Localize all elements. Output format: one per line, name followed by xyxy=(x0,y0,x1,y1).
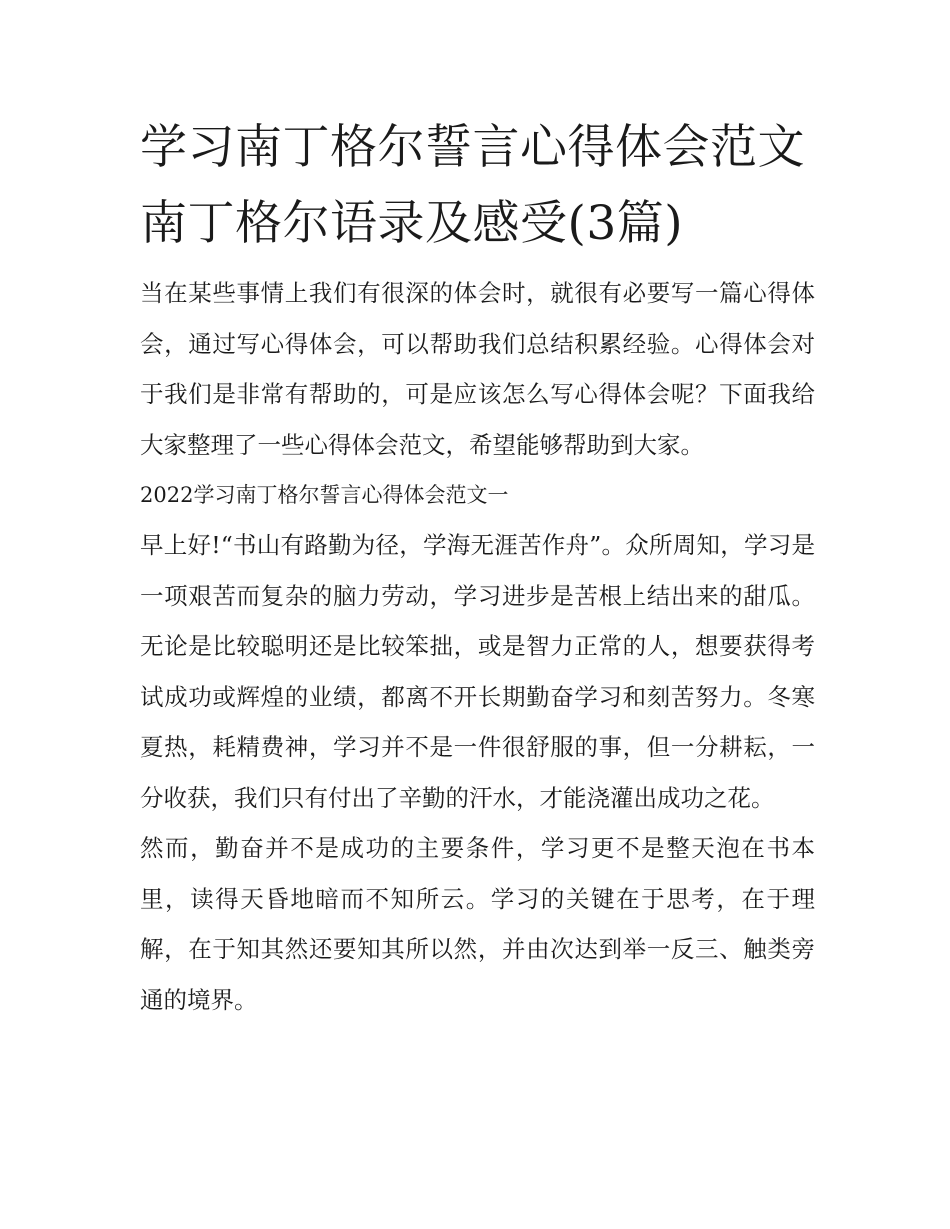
section-heading: 2022学习南丁格尔誓言心得体会范文一 xyxy=(140,483,509,507)
body-paragraph: 然而，勤奋并不是成功的主要条件，学习更不是整天泡在书本里，读得天昏地暗而不知所云。学习的关键在于思考，在于理解，在于知其然还要知其所以然，并由次达到举一反三、触类旁通的境界。 xyxy=(140,834,815,1014)
body-paragraph: 早上好!“书山有路勤为径，学海无涯苦作舟”。众所周知，学习是一项艰苦而复杂的脑力劳动，学习进步是苦根上结出来的甜瓜。无论是比较聪明还是比较笨拙，或是智力正常的人，想要获得考试成功或辉煌的业绩，都离不开长期勤奋学习和刻苦努力。冬寒夏热，耗精费神，学习并不是一件很舒服的事，但一分耕耘，一分收获，我们只有付出了辛勤的汗水，才能浇灌出成功之花。 xyxy=(140,531,815,812)
document-page xyxy=(140,110,815,1025)
intro-paragraph: 当在某些事情上我们有很深的体会时，就很有必要写一篇心得体会，通过写心得体会，可以帮助我们总结积累经验。心得体会对于我们是非常有帮助的，可是应该怎么写心得体会呢？下面我给大家整理了一些心得体会范文，希望能够帮助到大家。 xyxy=(140,279,815,459)
document-title: 学习南丁格尔誓言心得体会范文 南丁格尔语录及感受(3篇) xyxy=(140,120,805,251)
